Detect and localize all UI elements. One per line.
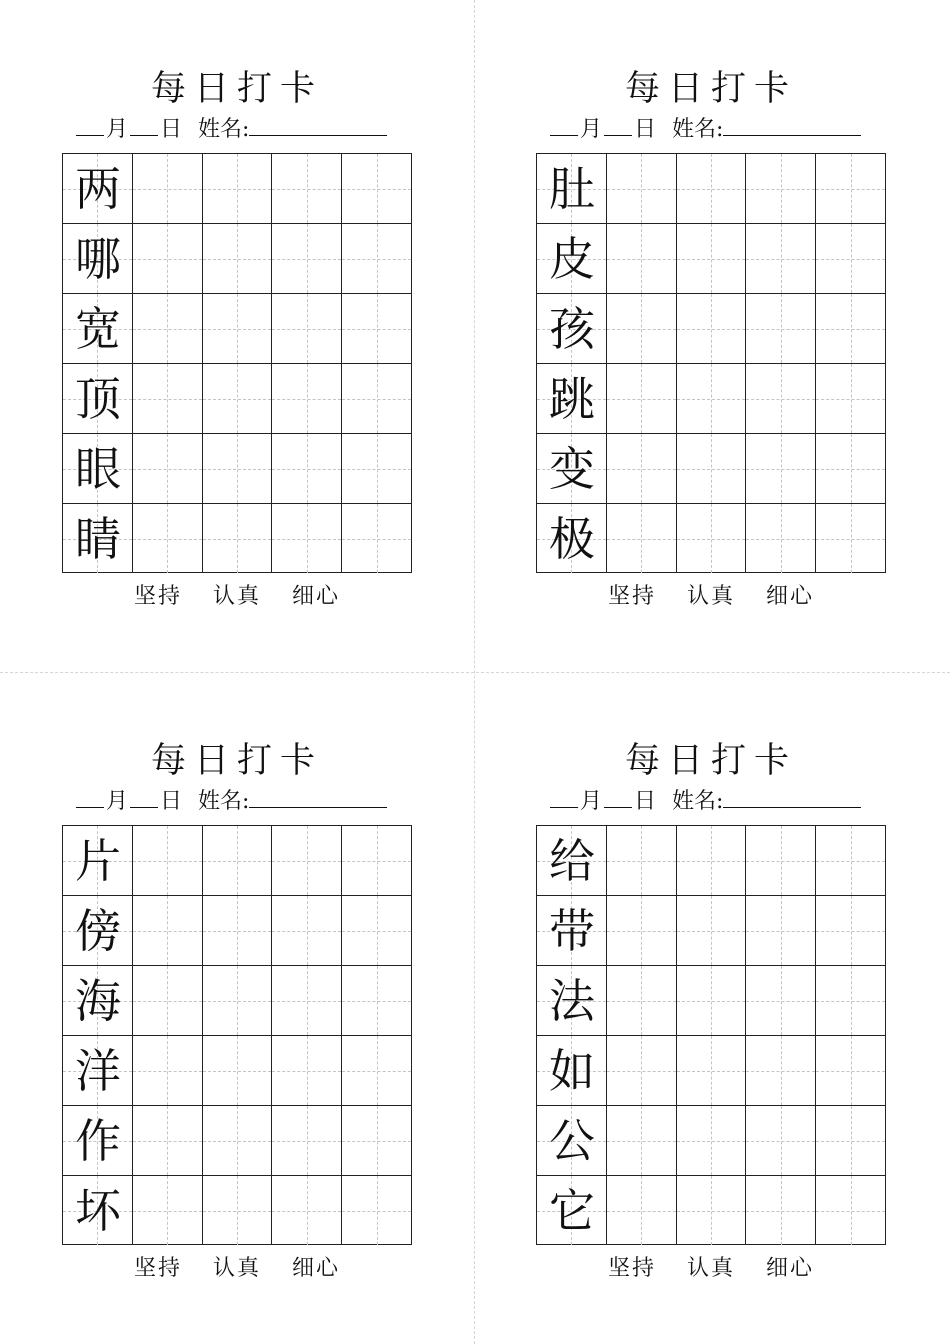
practice-cell[interactable] bbox=[745, 363, 815, 433]
date-name-line bbox=[76, 113, 416, 146]
practice-cell[interactable] bbox=[341, 1175, 411, 1245]
practice-cell[interactable] bbox=[606, 433, 676, 503]
model-character-cell bbox=[62, 1175, 132, 1245]
day-blank[interactable] bbox=[130, 113, 158, 136]
practice-cell[interactable] bbox=[341, 363, 411, 433]
practice-cell[interactable] bbox=[271, 1035, 341, 1105]
practice-cell[interactable] bbox=[745, 153, 815, 223]
practice-cell[interactable] bbox=[815, 433, 885, 503]
model-character: 睛 bbox=[75, 512, 121, 566]
month-label: 月 bbox=[580, 789, 603, 814]
practice-cell[interactable] bbox=[815, 1105, 885, 1175]
practice-cell[interactable] bbox=[202, 1105, 272, 1175]
practice-cell[interactable] bbox=[341, 825, 411, 895]
date-name-line bbox=[550, 785, 890, 818]
practice-card-1 bbox=[0, 0, 474, 672]
practice-cell[interactable] bbox=[202, 153, 272, 223]
grid-row bbox=[536, 153, 885, 223]
practice-cell[interactable] bbox=[132, 223, 202, 293]
month-label: 月 bbox=[106, 117, 129, 142]
model-character: 作 bbox=[75, 1114, 121, 1168]
model-character: 海 bbox=[75, 974, 121, 1028]
practice-cell[interactable] bbox=[606, 1105, 676, 1175]
practice-cell[interactable] bbox=[271, 363, 341, 433]
practice-cell[interactable] bbox=[271, 825, 341, 895]
practice-cell[interactable] bbox=[202, 363, 272, 433]
practice-cell[interactable] bbox=[202, 895, 272, 965]
grid-row bbox=[536, 223, 885, 293]
practice-cell[interactable] bbox=[132, 503, 202, 573]
practice-cell[interactable] bbox=[341, 153, 411, 223]
model-character-cell bbox=[62, 503, 132, 573]
practice-cell[interactable] bbox=[341, 1105, 411, 1175]
practice-cell[interactable] bbox=[815, 223, 885, 293]
practice-cell[interactable] bbox=[271, 895, 341, 965]
practice-cell[interactable] bbox=[676, 433, 746, 503]
practice-cell[interactable] bbox=[745, 1105, 815, 1175]
day-label: 日 bbox=[634, 117, 657, 142]
model-character-cell bbox=[536, 363, 606, 433]
practice-cell[interactable] bbox=[202, 433, 272, 503]
practice-cell[interactable] bbox=[271, 433, 341, 503]
grid-row bbox=[62, 825, 411, 895]
grid-row bbox=[62, 223, 411, 293]
card-title: 每日打卡 bbox=[624, 741, 797, 781]
practice-cell[interactable] bbox=[676, 1175, 746, 1245]
month-label: 月 bbox=[106, 789, 129, 814]
name-label: 姓名: bbox=[672, 117, 724, 142]
model-character-cell bbox=[62, 433, 132, 503]
grid-row bbox=[62, 363, 411, 433]
month-blank[interactable] bbox=[550, 785, 578, 808]
date-name-line bbox=[76, 785, 416, 818]
name-label: 姓名: bbox=[198, 117, 250, 142]
model-character-cell bbox=[536, 293, 606, 363]
practice-cell[interactable] bbox=[606, 223, 676, 293]
card-motto: 坚持 认真 细心 bbox=[608, 1256, 814, 1281]
practice-cell[interactable] bbox=[745, 1035, 815, 1105]
model-character: 坏 bbox=[75, 1184, 121, 1238]
practice-cell[interactable] bbox=[676, 223, 746, 293]
practice-cell[interactable] bbox=[341, 293, 411, 363]
practice-cell[interactable] bbox=[341, 503, 411, 573]
model-character-cell bbox=[62, 223, 132, 293]
card-motto: 坚持 认真 细心 bbox=[608, 584, 814, 609]
practice-cell[interactable] bbox=[606, 895, 676, 965]
practice-cell[interactable] bbox=[606, 293, 676, 363]
practice-cell[interactable] bbox=[271, 1175, 341, 1245]
grid-row bbox=[536, 895, 885, 965]
practice-cell[interactable] bbox=[606, 363, 676, 433]
practice-cell[interactable] bbox=[132, 293, 202, 363]
practice-cell[interactable] bbox=[341, 965, 411, 1035]
model-character: 跳 bbox=[549, 372, 595, 426]
practice-cell[interactable] bbox=[815, 153, 885, 223]
grid-row bbox=[62, 293, 411, 363]
practice-cell[interactable] bbox=[606, 503, 676, 573]
model-character-cell bbox=[536, 503, 606, 573]
name-blank[interactable] bbox=[723, 113, 861, 136]
grid-row bbox=[536, 1105, 885, 1175]
model-character: 两 bbox=[75, 162, 121, 216]
name-label: 姓名: bbox=[672, 789, 724, 814]
model-character: 如 bbox=[549, 1044, 595, 1098]
practice-cell[interactable] bbox=[132, 965, 202, 1035]
practice-cell[interactable] bbox=[132, 433, 202, 503]
practice-cell[interactable] bbox=[202, 503, 272, 573]
day-label: 日 bbox=[160, 789, 183, 814]
practice-cell[interactable] bbox=[676, 1105, 746, 1175]
practice-cell[interactable] bbox=[606, 965, 676, 1035]
model-character: 公 bbox=[549, 1114, 595, 1168]
grid-row bbox=[62, 1175, 411, 1245]
model-character-cell bbox=[62, 293, 132, 363]
model-character-cell bbox=[62, 1105, 132, 1175]
practice-cell[interactable] bbox=[132, 825, 202, 895]
model-character: 带 bbox=[549, 904, 595, 958]
grid-row bbox=[62, 1035, 411, 1105]
practice-cell[interactable] bbox=[202, 1035, 272, 1105]
month-label: 月 bbox=[580, 117, 603, 142]
card-motto: 坚持 认真 细心 bbox=[134, 1256, 340, 1281]
practice-cell[interactable] bbox=[815, 1175, 885, 1245]
grid-row bbox=[536, 433, 885, 503]
practice-cell[interactable] bbox=[341, 1035, 411, 1105]
practice-cell[interactable] bbox=[745, 223, 815, 293]
practice-cell[interactable] bbox=[271, 293, 341, 363]
grid-row bbox=[62, 965, 411, 1035]
writing-grid bbox=[536, 825, 886, 1245]
practice-cell[interactable] bbox=[341, 223, 411, 293]
model-character-cell bbox=[536, 433, 606, 503]
practice-cell[interactable] bbox=[815, 503, 885, 573]
grid-row bbox=[536, 503, 885, 573]
practice-cell[interactable] bbox=[132, 363, 202, 433]
grid-row bbox=[536, 1175, 885, 1245]
grid-row bbox=[62, 503, 411, 573]
practice-cell[interactable] bbox=[745, 1175, 815, 1245]
model-character-cell bbox=[536, 895, 606, 965]
card-title: 每日打卡 bbox=[150, 69, 323, 109]
practice-cell[interactable] bbox=[815, 363, 885, 433]
grid-row bbox=[536, 363, 885, 433]
practice-cell[interactable] bbox=[132, 1035, 202, 1105]
practice-cell[interactable] bbox=[202, 223, 272, 293]
practice-cell[interactable] bbox=[132, 1105, 202, 1175]
practice-cell[interactable] bbox=[271, 503, 341, 573]
name-blank[interactable] bbox=[249, 113, 387, 136]
model-character-cell bbox=[536, 825, 606, 895]
model-character-cell bbox=[536, 1035, 606, 1105]
model-character-cell bbox=[62, 825, 132, 895]
practice-cell[interactable] bbox=[132, 1175, 202, 1245]
month-blank[interactable] bbox=[550, 113, 578, 136]
practice-cell[interactable] bbox=[271, 153, 341, 223]
practice-cell[interactable] bbox=[202, 965, 272, 1035]
practice-cell[interactable] bbox=[676, 825, 746, 895]
name-blank[interactable] bbox=[249, 785, 387, 808]
grid-row bbox=[62, 895, 411, 965]
model-character-cell bbox=[62, 363, 132, 433]
card-title: 每日打卡 bbox=[150, 741, 323, 781]
practice-cell[interactable] bbox=[745, 825, 815, 895]
model-character-cell bbox=[536, 965, 606, 1035]
practice-cell[interactable] bbox=[271, 1105, 341, 1175]
practice-cell[interactable] bbox=[202, 1175, 272, 1245]
practice-cell[interactable] bbox=[676, 153, 746, 223]
date-name-line bbox=[550, 113, 890, 146]
practice-card-3 bbox=[0, 672, 474, 1344]
writing-grid bbox=[62, 825, 412, 1245]
grid-row bbox=[536, 825, 885, 895]
model-character-cell bbox=[536, 1105, 606, 1175]
model-character: 肚 bbox=[549, 162, 595, 216]
practice-cell[interactable] bbox=[606, 1035, 676, 1105]
model-character: 极 bbox=[549, 512, 595, 566]
model-character: 法 bbox=[549, 974, 595, 1028]
model-character: 顶 bbox=[75, 372, 121, 426]
model-character: 哪 bbox=[75, 232, 121, 286]
model-character: 它 bbox=[549, 1184, 595, 1238]
grid-row bbox=[62, 153, 411, 223]
practice-cell[interactable] bbox=[271, 965, 341, 1035]
model-character-cell bbox=[62, 153, 132, 223]
practice-card-4 bbox=[474, 672, 948, 1344]
practice-cell[interactable] bbox=[815, 825, 885, 895]
card-title: 每日打卡 bbox=[624, 69, 797, 109]
day-label: 日 bbox=[634, 789, 657, 814]
grid-row bbox=[536, 965, 885, 1035]
practice-cell[interactable] bbox=[606, 153, 676, 223]
practice-cell[interactable] bbox=[745, 433, 815, 503]
name-blank[interactable] bbox=[723, 785, 861, 808]
model-character: 洋 bbox=[75, 1044, 121, 1098]
practice-cell[interactable] bbox=[202, 293, 272, 363]
practice-cell[interactable] bbox=[745, 293, 815, 363]
practice-cell[interactable] bbox=[606, 1175, 676, 1245]
model-character: 宽 bbox=[75, 302, 121, 356]
day-blank[interactable] bbox=[604, 785, 632, 808]
practice-cell[interactable] bbox=[341, 895, 411, 965]
practice-cell[interactable] bbox=[341, 433, 411, 503]
model-character-cell bbox=[536, 1175, 606, 1245]
month-blank[interactable] bbox=[76, 785, 104, 808]
model-character-cell bbox=[536, 223, 606, 293]
model-character: 孩 bbox=[549, 302, 595, 356]
grid-row bbox=[62, 1105, 411, 1175]
practice-cell[interactable] bbox=[676, 293, 746, 363]
practice-cell[interactable] bbox=[815, 293, 885, 363]
model-character: 变 bbox=[549, 442, 595, 496]
model-character-cell bbox=[62, 965, 132, 1035]
day-label: 日 bbox=[160, 117, 183, 142]
grid-row bbox=[62, 433, 411, 503]
practice-cell[interactable] bbox=[676, 1035, 746, 1105]
name-label: 姓名: bbox=[198, 789, 250, 814]
practice-cell[interactable] bbox=[676, 965, 746, 1035]
grid-row bbox=[536, 1035, 885, 1105]
writing-grid bbox=[62, 153, 412, 573]
practice-cell[interactable] bbox=[132, 153, 202, 223]
model-character: 片 bbox=[75, 834, 121, 888]
practice-cell[interactable] bbox=[815, 965, 885, 1035]
practice-cell[interactable] bbox=[815, 895, 885, 965]
practice-cell[interactable] bbox=[132, 895, 202, 965]
practice-cell[interactable] bbox=[202, 825, 272, 895]
practice-cell[interactable] bbox=[745, 965, 815, 1035]
practice-cell[interactable] bbox=[606, 825, 676, 895]
model-character: 眼 bbox=[75, 442, 121, 496]
practice-cell[interactable] bbox=[745, 895, 815, 965]
practice-card-2 bbox=[474, 0, 948, 672]
day-blank[interactable] bbox=[604, 113, 632, 136]
practice-cell[interactable] bbox=[676, 363, 746, 433]
practice-cell[interactable] bbox=[271, 223, 341, 293]
practice-cell[interactable] bbox=[676, 895, 746, 965]
writing-grid bbox=[536, 153, 886, 573]
month-blank[interactable] bbox=[76, 113, 104, 136]
model-character: 皮 bbox=[549, 232, 595, 286]
practice-cell[interactable] bbox=[815, 1035, 885, 1105]
model-character-cell bbox=[536, 153, 606, 223]
card-motto: 坚持 认真 细心 bbox=[134, 584, 340, 609]
model-character: 傍 bbox=[75, 904, 121, 958]
practice-cell[interactable] bbox=[676, 503, 746, 573]
model-character-cell bbox=[62, 1035, 132, 1105]
day-blank[interactable] bbox=[130, 785, 158, 808]
grid-row bbox=[536, 293, 885, 363]
practice-cell[interactable] bbox=[745, 503, 815, 573]
model-character-cell bbox=[62, 895, 132, 965]
model-character: 给 bbox=[549, 834, 595, 888]
